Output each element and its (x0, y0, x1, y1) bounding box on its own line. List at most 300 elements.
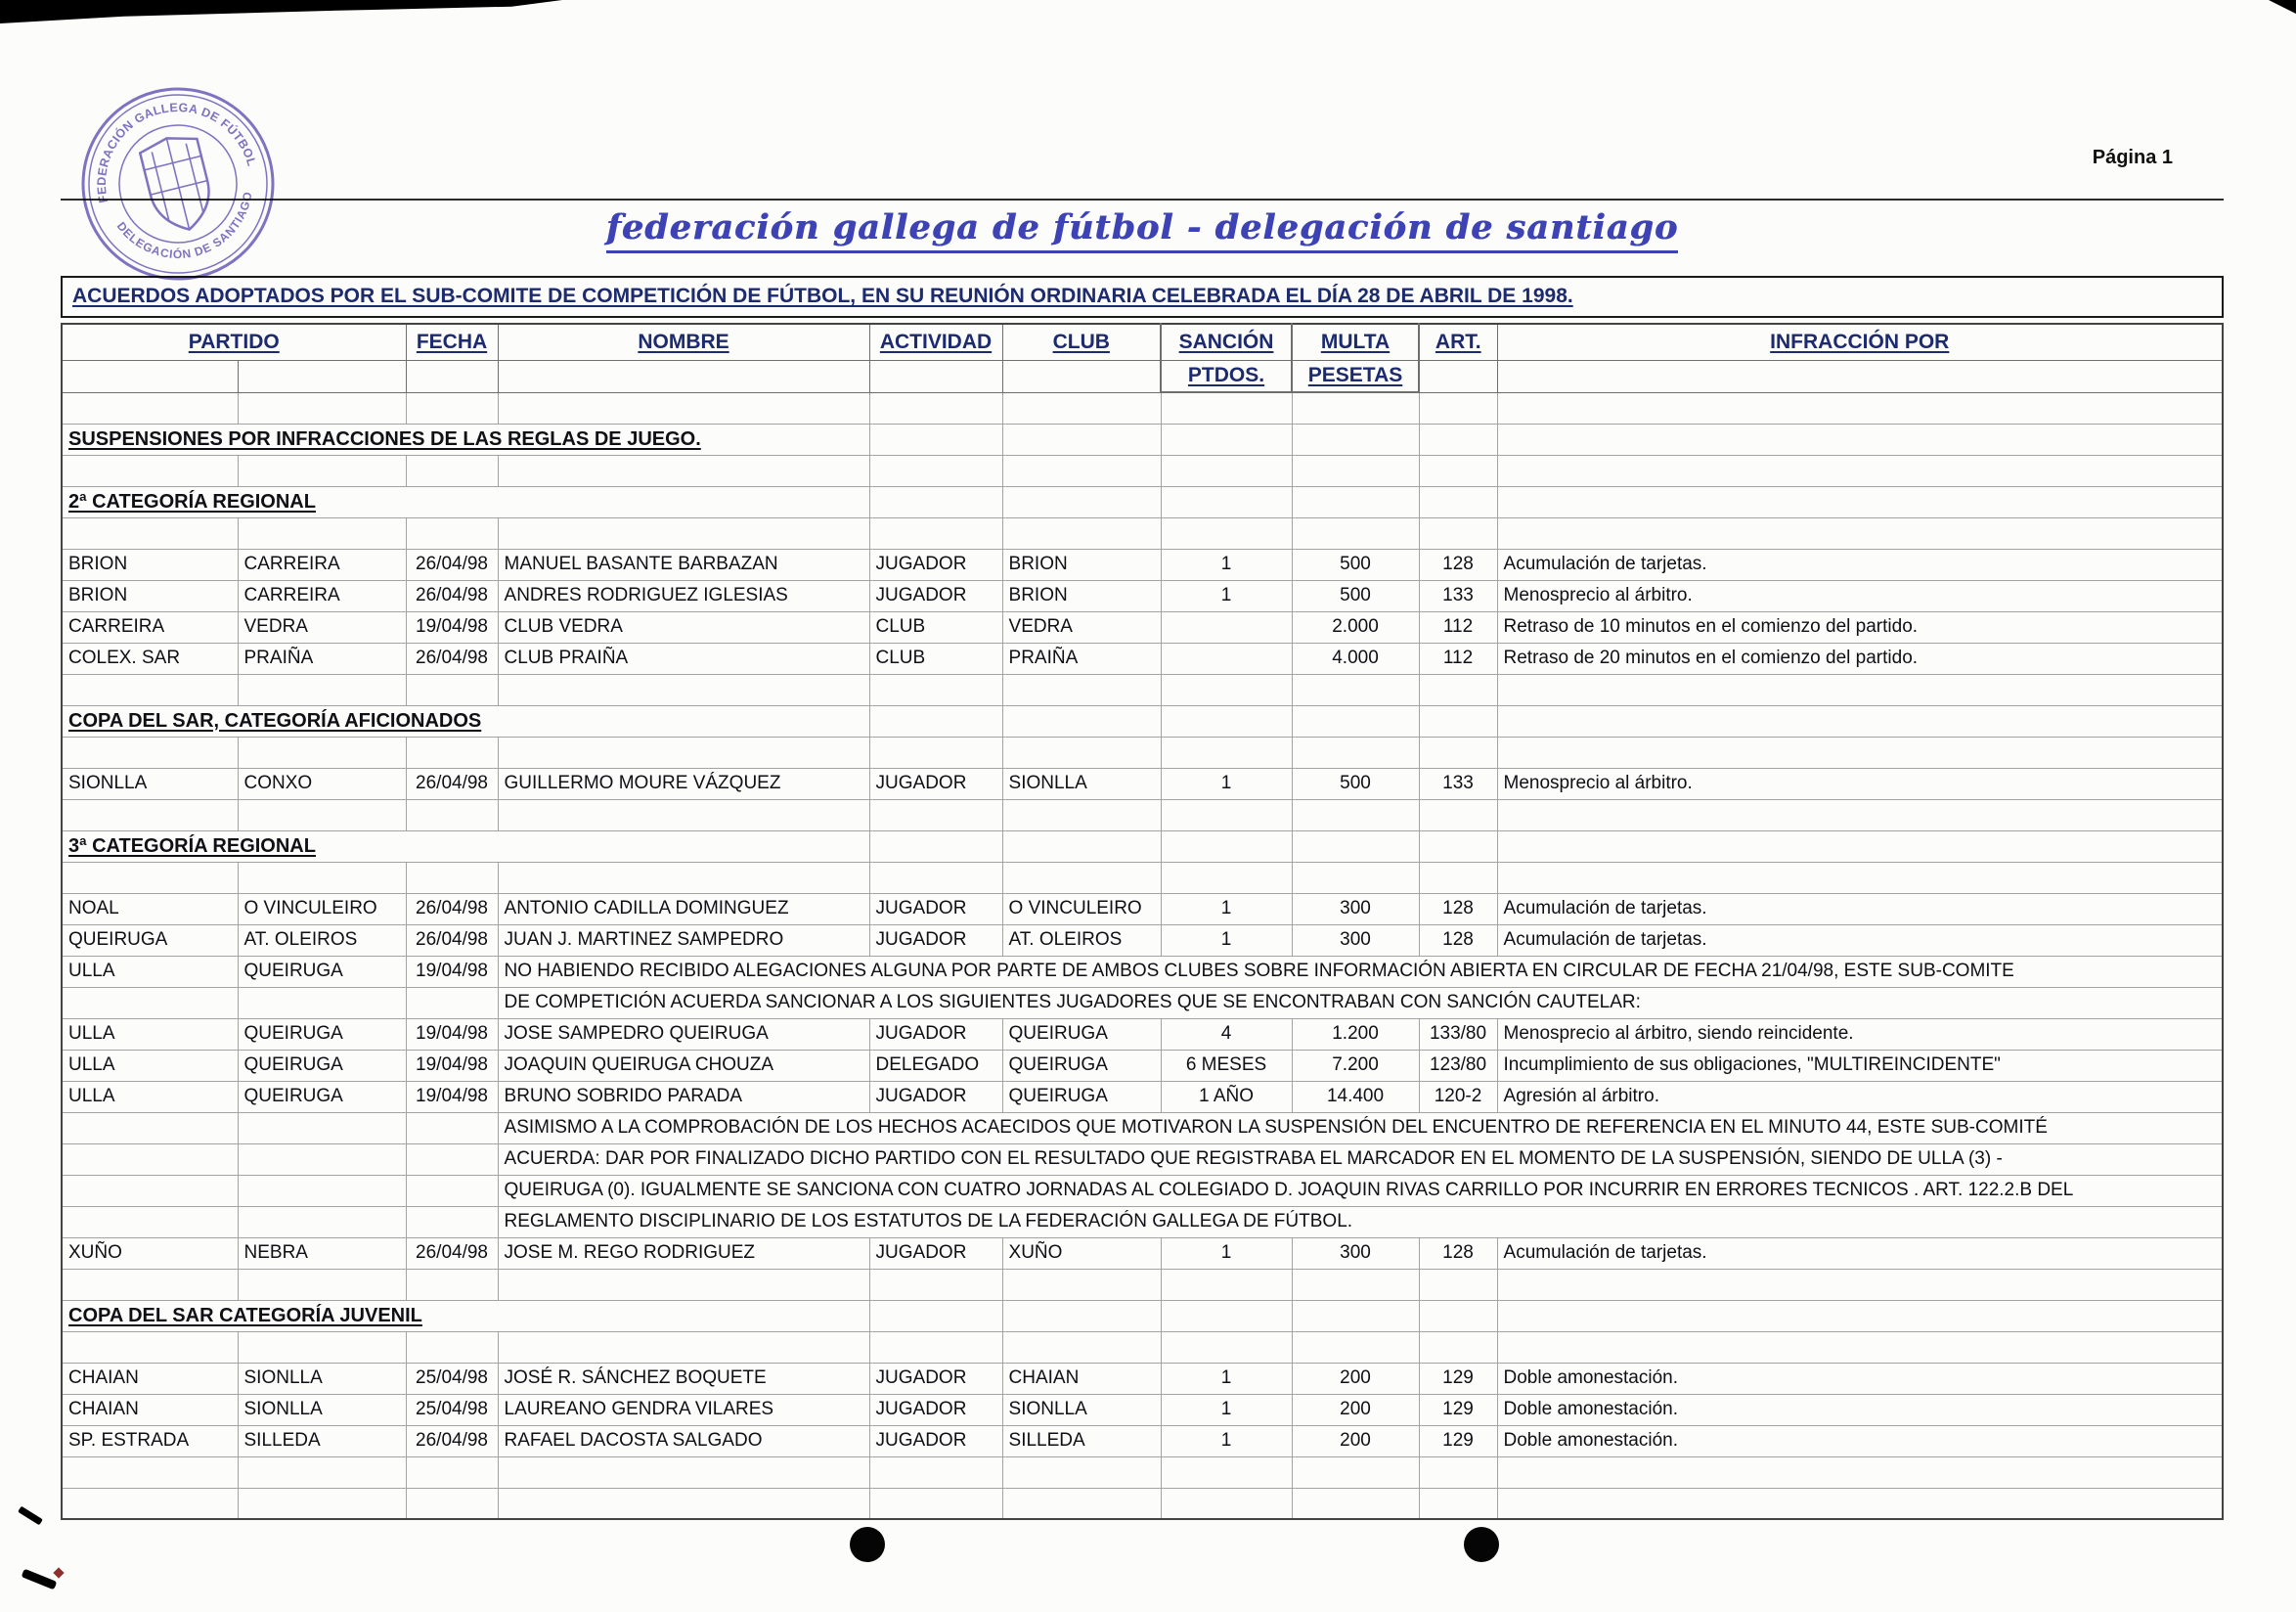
cell-infraccion (1497, 392, 2223, 424)
cell-partido-visitante (238, 517, 406, 549)
cell-multa-pesetas: 300 (1292, 893, 1419, 924)
cell-fecha (406, 1143, 498, 1175)
cell-multa-pesetas (1292, 862, 1419, 893)
cell-fecha: 19/04/98 (406, 956, 498, 987)
cell-multa-pesetas (1292, 517, 1419, 549)
hole-punch-right (1464, 1527, 1499, 1562)
cell-partido-visitante (238, 674, 406, 705)
cell-partido-local (62, 799, 238, 830)
cell-actividad: JUGADOR (869, 768, 1002, 799)
cell-actividad (869, 674, 1002, 705)
data-row (62, 924, 2223, 956)
cell-sancion-ptdos: 1 (1161, 768, 1292, 799)
section-title: 2ª CATEGORÍA REGIONAL (62, 486, 869, 517)
cell-club: PRAIÑA (1002, 643, 1161, 674)
cell-fecha: 19/04/98 (406, 611, 498, 643)
cell-sancion-ptdos: 1 (1161, 1363, 1292, 1394)
cell-actividad: JUGADOR (869, 580, 1002, 611)
header-club: CLUB (1002, 324, 1161, 360)
cell-club: QUEIRUGA (1002, 1081, 1161, 1112)
cell-club (1002, 1300, 1161, 1331)
cell-club: SIONLLA (1002, 768, 1161, 799)
cell-partido-local: BRION (62, 549, 238, 580)
empty-row (62, 392, 2223, 424)
cell-fecha (406, 1175, 498, 1206)
data-row (62, 549, 2223, 580)
cell-partido-local (62, 1206, 238, 1237)
cell-partido-local (62, 1456, 238, 1488)
cell-partido-local: ULLA (62, 1018, 238, 1050)
cell-multa-pesetas: 500 (1292, 768, 1419, 799)
cell-sancion-ptdos (1161, 611, 1292, 643)
cell-club (1002, 1488, 1161, 1519)
agreements-banner-text: ACUERDOS ADOPTADOS POR EL SUB-COMITE DE COMPETICIÓN DE FÚTBOL, EN SU REUNIÓN ORDINARIA CELEBRADA EL DÍA 28 DE ABRIL DE 1998. (72, 285, 1573, 307)
cell-articulo: 129 (1419, 1394, 1497, 1425)
cell-multa-pesetas: 300 (1292, 1237, 1419, 1269)
cell-multa-pesetas (1292, 1488, 1419, 1519)
cell-fecha: 26/04/98 (406, 643, 498, 674)
cell-fecha: 26/04/98 (406, 1237, 498, 1269)
header-art: ART. (1419, 324, 1497, 360)
empty-row (62, 737, 2223, 768)
document-title-text: federación gallega de fútbol - delegación de santiago (606, 207, 1678, 253)
data-row (62, 1363, 2223, 1394)
section-row (62, 424, 2223, 455)
cell-multa-pesetas: 2.000 (1292, 611, 1419, 643)
empty-row (62, 862, 2223, 893)
cell-multa-pesetas (1292, 1269, 1419, 1300)
cell-articulo: 128 (1419, 1237, 1497, 1269)
cell-multa-pesetas: 200 (1292, 1363, 1419, 1394)
cell-articulo (1419, 1300, 1497, 1331)
cell-club (1002, 862, 1161, 893)
cell-multa-pesetas: 500 (1292, 549, 1419, 580)
cell-fecha (406, 1331, 498, 1363)
header-actividad: ACTIVIDAD (869, 324, 1002, 360)
cell-multa-pesetas (1292, 424, 1419, 455)
cell-actividad: DELEGADO (869, 1050, 1002, 1081)
cell-infraccion (1497, 1488, 2223, 1519)
cell-articulo: 128 (1419, 893, 1497, 924)
cell-articulo (1419, 862, 1497, 893)
cell-actividad (869, 486, 1002, 517)
cell-multa-pesetas (1292, 1300, 1419, 1331)
cell-partido-local: NOAL (62, 893, 238, 924)
cell-multa-pesetas: 300 (1292, 924, 1419, 956)
cell-nombre: LAUREANO GENDRA VILARES (498, 1394, 869, 1425)
header-nombre: NOMBRE (498, 324, 869, 360)
header-partido: PARTIDO (62, 324, 406, 360)
cell-fecha (406, 1112, 498, 1143)
cell-nombre: MANUEL BASANTE BARBAZAN (498, 549, 869, 580)
cell-nombre: JOSE M. REGO RODRIGUEZ (498, 1237, 869, 1269)
cell-partido-local (62, 987, 238, 1018)
cell-articulo: 123/80 (1419, 1050, 1497, 1081)
cell-partido-local: ULLA (62, 956, 238, 987)
cell-club: O VINCULEIRO (1002, 893, 1161, 924)
cell-nombre (498, 517, 869, 549)
document-title (61, 207, 2224, 247)
cell-articulo (1419, 455, 1497, 486)
header-divider (61, 199, 2224, 201)
data-row (62, 1081, 2223, 1112)
cell-sancion-ptdos: 1 (1161, 1394, 1292, 1425)
cell-nombre (498, 737, 869, 768)
cell-fecha (406, 392, 498, 424)
cell-partido-visitante (238, 1112, 406, 1143)
cell-sancion-ptdos (1161, 862, 1292, 893)
sanctions-table (61, 323, 2224, 1520)
cell-actividad: JUGADOR (869, 1237, 1002, 1269)
cell-articulo (1419, 737, 1497, 768)
page-number: Página 1 (2092, 147, 2173, 168)
cell-infraccion (1497, 705, 2223, 737)
scan-mark-bottom-left-2 (22, 1569, 58, 1590)
cell-partido-visitante (238, 1488, 406, 1519)
cell-infraccion: Doble amonestación. (1497, 1394, 2223, 1425)
data-row (62, 580, 2223, 611)
cell-infraccion (1497, 455, 2223, 486)
cell-partido-local: ULLA (62, 1050, 238, 1081)
cell-fecha: 25/04/98 (406, 1394, 498, 1425)
cell-sancion-ptdos (1161, 643, 1292, 674)
cell-actividad: JUGADOR (869, 1018, 1002, 1050)
seal-text-top: FEDERACIÓN GALLEGA DE FÚTBOL (94, 100, 259, 204)
data-row (62, 768, 2223, 799)
header-empty-cell (1497, 360, 2223, 392)
cell-partido-local (62, 1488, 238, 1519)
cell-articulo (1419, 705, 1497, 737)
cell-nombre (498, 392, 869, 424)
header-empty-cell (1419, 360, 1497, 392)
cell-infraccion (1497, 1331, 2223, 1363)
data-row (62, 1237, 2223, 1269)
cell-partido-local (62, 1331, 238, 1363)
cell-sancion-ptdos: 1 (1161, 549, 1292, 580)
cell-articulo (1419, 517, 1497, 549)
cell-infraccion: Retraso de 10 minutos en el comienzo del partido. (1497, 611, 2223, 643)
cell-articulo: 120-2 (1419, 1081, 1497, 1112)
section-title: COPA DEL SAR CATEGORÍA JUVENIL (62, 1300, 869, 1331)
cell-sancion-ptdos (1161, 392, 1292, 424)
cell-infraccion (1497, 799, 2223, 830)
cell-club: XUÑO (1002, 1237, 1161, 1269)
cell-fecha: 19/04/98 (406, 1081, 498, 1112)
cell-sancion-ptdos: 1 (1161, 1237, 1292, 1269)
scan-mark-red-dot (53, 1567, 64, 1578)
cell-fecha (406, 455, 498, 486)
cell-sancion-ptdos (1161, 1456, 1292, 1488)
cell-nombre: ANDRES RODRIGUEZ IGLESIAS (498, 580, 869, 611)
header-empty-cell (869, 360, 1002, 392)
cell-articulo: 133 (1419, 580, 1497, 611)
cell-nombre: CLUB PRAIÑA (498, 643, 869, 674)
cell-actividad (869, 455, 1002, 486)
cell-partido-local (62, 862, 238, 893)
cell-partido-local: ULLA (62, 1081, 238, 1112)
cell-partido-local (62, 737, 238, 768)
cell-club (1002, 737, 1161, 768)
cell-multa-pesetas (1292, 1456, 1419, 1488)
cell-fecha (406, 674, 498, 705)
cell-partido-local: QUEIRUGA (62, 924, 238, 956)
cell-articulo: 112 (1419, 643, 1497, 674)
cell-club: BRION (1002, 580, 1161, 611)
cell-club (1002, 705, 1161, 737)
cell-multa-pesetas (1292, 799, 1419, 830)
cell-fecha: 26/04/98 (406, 549, 498, 580)
cell-multa-pesetas (1292, 392, 1419, 424)
agreements-banner (61, 276, 2224, 318)
cell-partido-visitante (238, 1175, 406, 1206)
cell-actividad: JUGADOR (869, 924, 1002, 956)
cell-nombre (498, 1488, 869, 1519)
cell-partido-visitante (238, 1456, 406, 1488)
cell-sancion-ptdos (1161, 830, 1292, 862)
cell-club: QUEIRUGA (1002, 1018, 1161, 1050)
cell-articulo: 112 (1419, 611, 1497, 643)
header-sancion: SANCIÓN (1161, 324, 1292, 360)
cell-nombre: JOAQUIN QUEIRUGA CHOUZA (498, 1050, 869, 1081)
seal-text-bottom: DELEGACIÓN DE SANTIAGO (113, 190, 255, 262)
note-row (62, 1206, 2223, 1237)
cell-partido-visitante (238, 862, 406, 893)
federation-seal-icon (60, 66, 296, 302)
table-body (62, 392, 2223, 1519)
cell-note-text: DE COMPETICIÓN ACUERDA SANCIONAR A LOS SIGUIENTES JUGADORES QUE SE ENCONTRABAN CON SANCIÓN CAUTELAR: (498, 987, 2223, 1018)
cell-actividad: JUGADOR (869, 1394, 1002, 1425)
cell-infraccion (1497, 1456, 2223, 1488)
cell-partido-local (62, 455, 238, 486)
cell-club (1002, 517, 1161, 549)
cell-infraccion: Retraso de 20 minutos en el comienzo del partido. (1497, 643, 2223, 674)
cell-sancion-ptdos (1161, 1331, 1292, 1363)
cell-fecha (406, 799, 498, 830)
section-title: SUSPENSIONES POR INFRACCIONES DE LAS REGLAS DE JUEGO. (62, 424, 869, 455)
header-row-units (62, 360, 2223, 392)
cell-actividad (869, 830, 1002, 862)
cell-partido-visitante (238, 1331, 406, 1363)
cell-infraccion (1497, 517, 2223, 549)
cell-club (1002, 830, 1161, 862)
cell-partido-visitante (238, 1206, 406, 1237)
data-row (62, 893, 2223, 924)
scan-artifact-top-right (2269, 0, 2296, 14)
cell-articulo (1419, 830, 1497, 862)
cell-fecha: 26/04/98 (406, 924, 498, 956)
cell-nombre (498, 862, 869, 893)
cell-partido-local: SP. ESTRADA (62, 1425, 238, 1456)
cell-partido-visitante: SIONLLA (238, 1394, 406, 1425)
section-title: 3ª CATEGORÍA REGIONAL (62, 830, 869, 862)
cell-fecha (406, 987, 498, 1018)
cell-nombre: GUILLERMO MOURE VÁZQUEZ (498, 768, 869, 799)
cell-note-text: NO HABIENDO RECIBIDO ALEGACIONES ALGUNA POR PARTE DE AMBOS CLUBES SOBRE INFORMACIÓN ABIERTA EN CIRCULAR DE FECHA 21/04/98, ESTE SUB-COMITE (498, 956, 2223, 987)
cell-multa-pesetas: 200 (1292, 1394, 1419, 1425)
cell-sancion-ptdos (1161, 705, 1292, 737)
cell-partido-local (62, 517, 238, 549)
cell-fecha: 26/04/98 (406, 1425, 498, 1456)
cell-multa-pesetas (1292, 486, 1419, 517)
header-sancion-unit: PTDOS. (1161, 360, 1292, 392)
cell-actividad (869, 392, 1002, 424)
cell-articulo (1419, 392, 1497, 424)
note-row (62, 956, 2223, 987)
cell-sancion-ptdos (1161, 424, 1292, 455)
cell-fecha (406, 1456, 498, 1488)
cell-infraccion (1497, 486, 2223, 517)
cell-sancion-ptdos (1161, 674, 1292, 705)
cell-infraccion (1497, 1269, 2223, 1300)
cell-nombre: JUAN J. MARTINEZ SAMPEDRO (498, 924, 869, 956)
cell-nombre (498, 674, 869, 705)
cell-partido-local: BRION (62, 580, 238, 611)
cell-actividad: CLUB (869, 643, 1002, 674)
cell-partido-local: SIONLLA (62, 768, 238, 799)
cell-partido-visitante (238, 987, 406, 1018)
cell-fecha (406, 737, 498, 768)
cell-fecha: 26/04/98 (406, 893, 498, 924)
data-row (62, 1018, 2223, 1050)
cell-fecha: 19/04/98 (406, 1050, 498, 1081)
cell-infraccion (1497, 737, 2223, 768)
cell-multa-pesetas: 14.400 (1292, 1081, 1419, 1112)
cell-actividad: JUGADOR (869, 549, 1002, 580)
cell-sancion-ptdos (1161, 1269, 1292, 1300)
cell-partido-visitante: AT. OLEIROS (238, 924, 406, 956)
cell-nombre (498, 1269, 869, 1300)
cell-actividad (869, 737, 1002, 768)
cell-actividad: JUGADOR (869, 1363, 1002, 1394)
cell-multa-pesetas: 500 (1292, 580, 1419, 611)
cell-partido-local (62, 1143, 238, 1175)
cell-infraccion: Doble amonestación. (1497, 1363, 2223, 1394)
cell-articulo (1419, 1269, 1497, 1300)
cell-partido-visitante: QUEIRUGA (238, 1050, 406, 1081)
cell-partido-local: CHAIAN (62, 1363, 238, 1394)
note-row (62, 1175, 2223, 1206)
cell-nombre: BRUNO SOBRIDO PARADA (498, 1081, 869, 1112)
cell-club: SILLEDA (1002, 1425, 1161, 1456)
cell-multa-pesetas (1292, 455, 1419, 486)
cell-actividad (869, 705, 1002, 737)
cell-multa-pesetas (1292, 705, 1419, 737)
empty-row (62, 1269, 2223, 1300)
section-title: COPA DEL SAR, CATEGORÍA AFICIONADOS (62, 705, 869, 737)
cell-actividad: JUGADOR (869, 1081, 1002, 1112)
cell-partido-visitante: VEDRA (238, 611, 406, 643)
cell-sancion-ptdos: 1 (1161, 580, 1292, 611)
cell-club: BRION (1002, 549, 1161, 580)
section-row (62, 1300, 2223, 1331)
cell-nombre (498, 1331, 869, 1363)
cell-multa-pesetas (1292, 1331, 1419, 1363)
cell-infraccion: Acumulación de tarjetas. (1497, 1237, 2223, 1269)
cell-nombre (498, 455, 869, 486)
cell-infraccion: Incumplimiento de sus obligaciones, "MULTIREINCIDENTE" (1497, 1050, 2223, 1081)
cell-sancion-ptdos: 1 (1161, 893, 1292, 924)
cell-sancion-ptdos: 4 (1161, 1018, 1292, 1050)
cell-partido-visitante (238, 1143, 406, 1175)
cell-actividad (869, 1456, 1002, 1488)
cell-multa-pesetas: 200 (1292, 1425, 1419, 1456)
section-row (62, 830, 2223, 862)
cell-articulo (1419, 674, 1497, 705)
cell-infraccion: Acumulación de tarjetas. (1497, 893, 2223, 924)
cell-infraccion (1497, 674, 2223, 705)
cell-club (1002, 424, 1161, 455)
cell-sancion-ptdos (1161, 455, 1292, 486)
cell-sancion-ptdos: 1 (1161, 1425, 1292, 1456)
cell-sancion-ptdos (1161, 486, 1292, 517)
cell-multa-pesetas (1292, 737, 1419, 768)
cell-partido-visitante: QUEIRUGA (238, 1081, 406, 1112)
cell-articulo: 128 (1419, 924, 1497, 956)
cell-sancion-ptdos: 1 (1161, 924, 1292, 956)
cell-fecha (406, 1488, 498, 1519)
empty-row (62, 1488, 2223, 1519)
cell-partido-local (62, 1269, 238, 1300)
data-row (62, 1050, 2223, 1081)
cell-partido-local: XUÑO (62, 1237, 238, 1269)
header-fecha: FECHA (406, 324, 498, 360)
cell-infraccion: Doble amonestación. (1497, 1425, 2223, 1456)
cell-infraccion: Acumulación de tarjetas. (1497, 549, 2223, 580)
cell-club (1002, 486, 1161, 517)
cell-note-text: ASIMISMO A LA COMPROBACIÓN DE LOS HECHOS ACAECIDOS QUE MOTIVARON LA SUSPENSIÓN DEL ENCUENTRO DE REFERENCIA EN EL MINUTO 44, ESTE SUB-COMITÉ (498, 1112, 2223, 1143)
cell-partido-visitante: CARREIRA (238, 580, 406, 611)
cell-partido-visitante: QUEIRUGA (238, 956, 406, 987)
cell-sancion-ptdos: 6 MESES (1161, 1050, 1292, 1081)
cell-partido-visitante (238, 455, 406, 486)
cell-partido-local (62, 1175, 238, 1206)
cell-fecha: 25/04/98 (406, 1363, 498, 1394)
cell-multa-pesetas: 1.200 (1292, 1018, 1419, 1050)
empty-row (62, 799, 2223, 830)
data-row (62, 1425, 2223, 1456)
cell-articulo: 129 (1419, 1425, 1497, 1456)
cell-actividad (869, 1488, 1002, 1519)
cell-articulo (1419, 799, 1497, 830)
cell-actividad (869, 424, 1002, 455)
empty-row (62, 455, 2223, 486)
cell-fecha: 26/04/98 (406, 580, 498, 611)
header-row-main (62, 324, 2223, 360)
cell-note-text: REGLAMENTO DISCIPLINARIO DE LOS ESTATUTOS DE LA FEDERACIÓN GALLEGA DE FÚTBOL. (498, 1206, 2223, 1237)
header-infraccion: INFRACCIÓN POR (1497, 324, 2223, 360)
cell-partido-visitante: QUEIRUGA (238, 1018, 406, 1050)
cell-club: SIONLLA (1002, 1394, 1161, 1425)
cell-fecha (406, 1269, 498, 1300)
cell-infraccion (1497, 830, 2223, 862)
cell-sancion-ptdos (1161, 1300, 1292, 1331)
cell-club: QUEIRUGA (1002, 1050, 1161, 1081)
cell-actividad (869, 517, 1002, 549)
cell-partido-visitante (238, 1269, 406, 1300)
cell-club (1002, 1456, 1161, 1488)
scan-artifact-top-edge (0, 0, 562, 23)
cell-partido-local: CARREIRA (62, 611, 238, 643)
cell-articulo: 133/80 (1419, 1018, 1497, 1050)
cell-partido-visitante: PRAIÑA (238, 643, 406, 674)
cell-club (1002, 392, 1161, 424)
cell-infraccion: Menosprecio al árbitro. (1497, 768, 2223, 799)
cell-actividad (869, 1269, 1002, 1300)
cell-infraccion (1497, 862, 2223, 893)
section-row (62, 705, 2223, 737)
cell-articulo (1419, 424, 1497, 455)
cell-infraccion: Menosprecio al árbitro, siendo reincidente. (1497, 1018, 2223, 1050)
